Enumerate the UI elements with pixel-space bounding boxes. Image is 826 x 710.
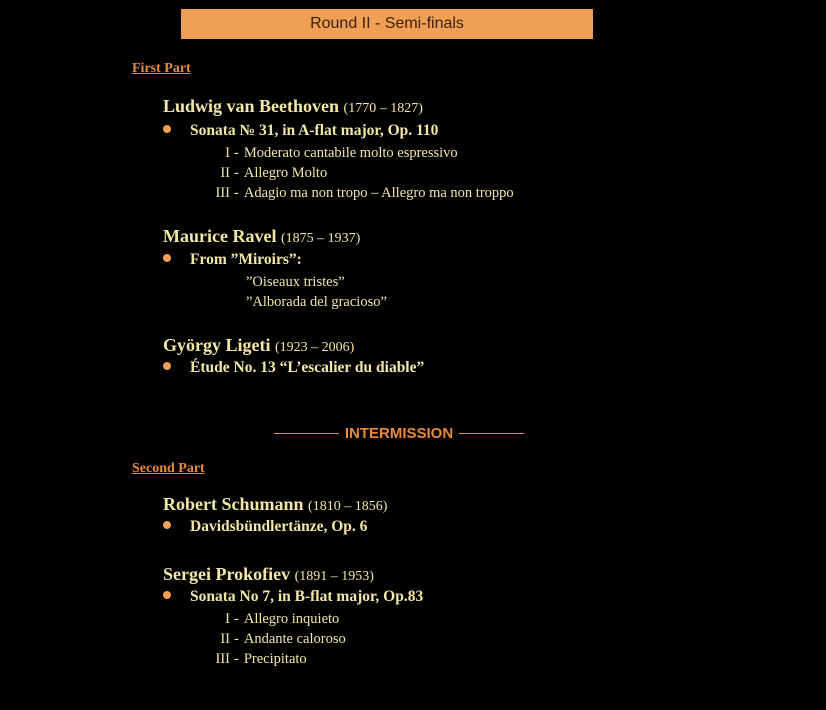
divider-line [459,433,524,434]
composer-name: Sergei Prokofiev [163,564,291,584]
movement-title: Adagio ma non tropo – Allegro ma non troppo [243,185,514,201]
piece-title: ”Oiseaux tristes” [246,274,345,290]
movement-row: III - Precipitato [208,651,307,668]
movement-number: I [225,145,230,161]
movement-row: I - Moderato cantabile molto espressivo [208,145,458,162]
movement-number: II [220,631,230,647]
first-part-heading: First Part [132,61,191,76]
composer-beethoven [163,96,423,117]
piece-title: ”Alborada del gracioso” [246,294,387,310]
movement-title: Moderato cantabile molto espressivo [243,145,458,161]
bullet-icon [163,125,171,133]
bullet-icon [163,362,171,370]
movement-row: II - Andante caloroso [208,631,346,648]
round-banner [181,9,593,39]
work-title: From ”Miroirs”: [190,251,302,268]
composer-name: György Ligeti [163,335,271,355]
work-schumann-davidsbundler [163,518,367,536]
composer-prokofiev [163,564,374,585]
work-title: Sonata № 31, in A-flat major, Op. 110 [190,122,439,139]
composer-ravel [163,226,360,247]
movement-title: Allegro inquieto [243,611,340,627]
work-title: Davidsbündlertänze, Op. 6 [190,518,368,535]
intermission-label: INTERMISSION [344,424,454,442]
movement-number: II [220,165,230,181]
work-prokofiev-sonata [163,588,423,606]
work-beethoven-sonata [163,122,438,140]
composer-name: Maurice Ravel [163,226,277,246]
movement-number: I [225,611,230,627]
movement-title: Andante caloroso [243,631,346,647]
movement-number: III [215,651,230,667]
movement-row: III - Adagio ma non tropo – Allegro ma non troppo [208,185,514,202]
movement-title: Precipitato [243,651,307,667]
movement-row: I - Allegro inquieto [208,611,339,628]
composer-dates: (1770 – 1827) [343,101,423,116]
composer-dates: (1923 – 2006) [274,340,355,355]
composer-dates: (1810 – 1856) [308,499,388,514]
movement-row: II - Allegro Molto [208,165,327,182]
movement-number: III [215,185,230,201]
bullet-icon [163,591,171,599]
composer-name: Robert Schumann [163,494,304,514]
bullet-icon [163,521,171,529]
composer-dates: (1875 – 1937) [280,231,361,246]
composer-ligeti [163,335,354,356]
work-title: Étude No. 13 “L’escalier du diable” [190,359,425,376]
bullet-icon [163,254,171,262]
divider-line [274,433,339,434]
intermission-divider [274,424,524,442]
work-ligeti-etude [163,359,424,377]
work-title: Sonata No 7, in B-flat major, Op.83 [190,588,424,605]
round-title: Round II - Semi-finals [310,15,464,32]
composer-schumann [163,494,387,515]
composer-name: Ludwig van Beethoven [163,96,340,116]
work-ravel-miroirs [163,251,302,269]
composer-dates: (1891 – 1953) [294,569,374,584]
second-part-heading: Second Part [132,461,205,476]
movement-title: Allegro Molto [243,165,328,181]
